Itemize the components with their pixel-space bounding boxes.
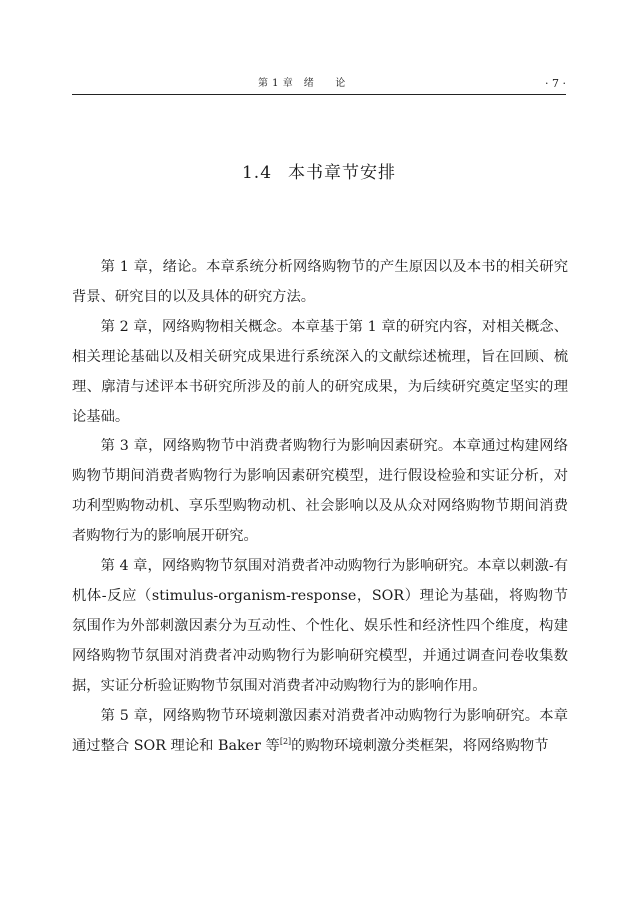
body-text <box>72 253 568 761</box>
header-chapter-title: 第 1 章 绪 论 <box>258 78 346 89</box>
section-title: 本书章节安排 <box>288 163 397 183</box>
paragraph-chapter-2: 第 2 章，网络购物相关概念。本章基于第 1 章的研究内容，对相关概念、相关理论基础以及相关研究成果进行系统深入的文献综述梳理，旨在回顾、梳理、廓清与述评本书研究所涉及的前人的研究成果，为后续研究奠定坚实的理论基础。 <box>72 318 568 425</box>
citation-marker: [2] <box>279 736 292 746</box>
paragraph-chapter-1: 第 1 章，绪论。本章系统分析网络购物节的产生原因以及本书的相关研究背景、研究目的以及具体的研究方法。 <box>72 259 568 305</box>
header-rule <box>72 94 566 95</box>
paragraph-chapter-4: 第 4 章，网络购物节氛围对消费者冲动购物行为影响研究。本章以刺激-有机体-反应（stimulus-organism-response，SOR）理论为基础，将购物节氛围作为外部刺激因素分为互动性、个性化、娱乐性和经济性四个维度，构建网络购物节氛围对消费者冲动购物行为影响研究模型，并通过调查问卷收集数据，实证分析验证购物节氛围对消费者冲动购物行为的影响作用。 <box>72 558 568 694</box>
paragraph-chapter-3: 第 3 章，网络购物节中消费者购物行为影响因素研究。本章通过构建网络购物节期间消费者购物行为影响因素研究模型，进行假设检验和实证分析，对功利型购物动机、享乐型购物动机、社会影响以及从众对网络购物节期间消费者购物行为的影响展开研究。 <box>72 438 568 545</box>
running-header <box>72 77 566 91</box>
section-heading <box>0 162 638 184</box>
header-page-number: · 7 · <box>545 77 566 90</box>
paragraph-chapter-5-text-continued: 的购物环境刺激分类框架，将网络购物节 <box>291 737 549 754</box>
section-number: 1.4 <box>241 163 273 183</box>
paragraph-chapter-5-text: 第 5 章，网络购物节环境刺激因素对消费者冲动购物行为影响研究。本章通过整合 SOR 理论和 Baker 等 <box>72 707 568 754</box>
paragraph-chapter-5 <box>72 702 568 762</box>
